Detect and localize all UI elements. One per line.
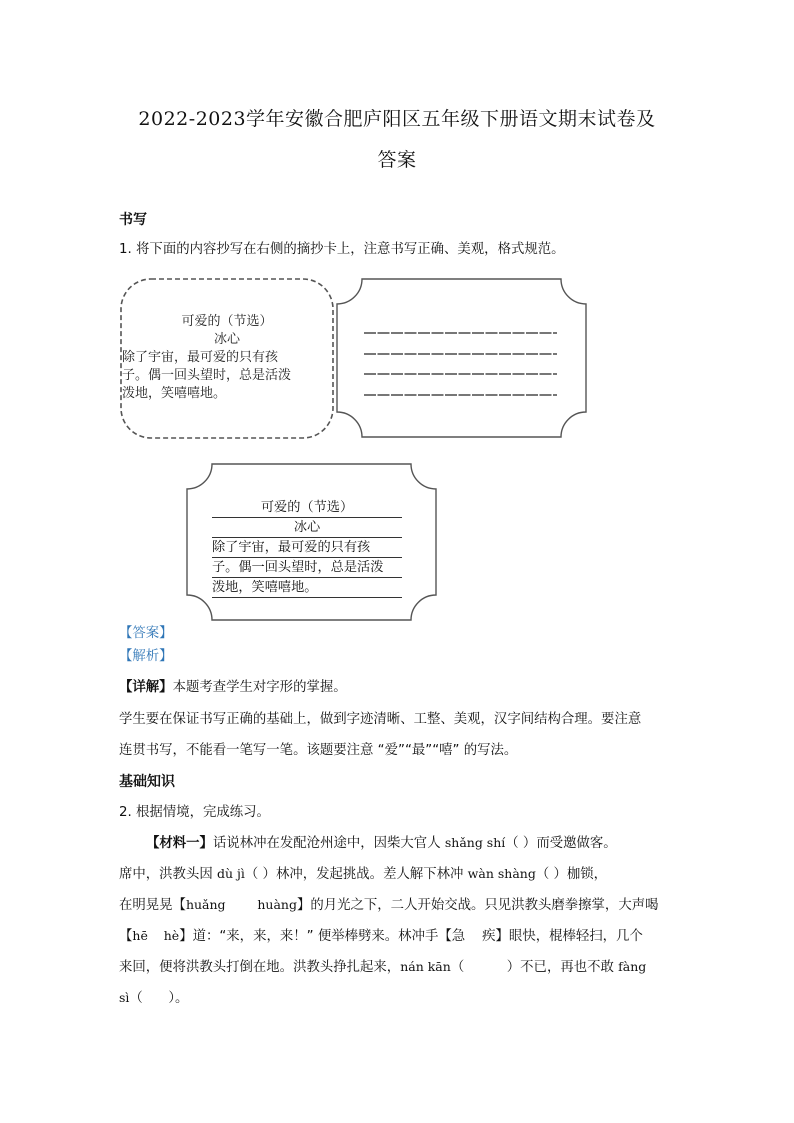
material-line-4 <box>119 925 643 944</box>
text-segment: （ ）。 <box>129 991 189 1006</box>
pinyin-wanshang: wàn shàng <box>467 866 536 881</box>
text-segment: 】的月光之下，二人开始交战。只见洪教头磨拳擦掌，大声喝 <box>296 898 659 913</box>
pinyin-fang: fàng <box>618 959 647 974</box>
detail-text: 本题考查学生对字形的掌握。 <box>172 680 347 695</box>
material-line-5 <box>119 956 646 975</box>
question-1-prompt: 1. 将下面的内容抄写在右侧的摘抄卡上，注意书写正确、美观，格式规范。 <box>119 242 565 257</box>
text-segment: 席中，洪教头因 <box>119 867 217 882</box>
pinyin-duji: dù jì <box>217 866 245 881</box>
source-excerpt-card <box>119 277 335 440</box>
analysis-label: 【解析】 <box>119 649 173 664</box>
section-heading-writing: 书写 <box>119 212 147 228</box>
answer-card-line-1: 除了宇宙，最可爱的只有孩 <box>212 539 402 558</box>
explanation-line-2: 连贯书写，不能看一笔写一笔。该题要注意 “爱”“最”“嘻” 的写法。 <box>119 743 518 758</box>
material-line-3 <box>119 894 659 913</box>
document-title-line2: 答案 <box>377 149 417 171</box>
pinyin-nankan: nán kān <box>400 959 451 974</box>
source-card-line-2: 子。偶一回头望时，总是活泼 <box>122 368 292 383</box>
pinyin-huanghuang: huǎng huàng <box>185 897 297 912</box>
section-heading-basics: 基础知识 <box>119 774 175 790</box>
detail-label: 【详解】 <box>119 680 173 695</box>
blank-excerpt-card <box>335 277 588 439</box>
text-segment: （ ）林冲，发起挑战。差人解下林冲 <box>244 867 468 882</box>
document-title-line1: 2022-2023学年安徽合肥庐阳区五年级下册语文期末试卷及 <box>138 108 656 130</box>
question-2-prompt: 2. 根据情境，完成练习。 <box>119 805 270 820</box>
source-card-title: 可爱的（节选） <box>181 314 273 329</box>
answer-card-title: 可爱的（节选） <box>212 499 402 518</box>
material-line-1 <box>146 832 617 851</box>
pinyin-si: sì <box>119 990 130 1005</box>
explanation-line-1: 学生要在保证书写正确的基础上，做到字迹清晰、工整、美观，汉字间结构合理。要注意 <box>119 712 642 727</box>
material-line-2 <box>119 863 607 882</box>
text-segment: 】道：“来，来，来！” 便举棒劈来。林冲手【急 疾】眼快，棍棒轻扫，几个 <box>179 929 643 944</box>
text-segment: 话说林冲在发配沧州途中，因柴大官人 <box>212 836 445 851</box>
source-card-line-3: 泼地，笑嘻嘻地。 <box>122 386 227 401</box>
answer-excerpt-card <box>185 462 438 622</box>
text-segment: （ ）枷锁， <box>535 867 608 882</box>
answer-card-author: 冰心 <box>212 519 402 538</box>
material-line-6 <box>119 987 188 1006</box>
source-card-author: 冰心 <box>213 332 240 347</box>
pinyin-shangshi: shǎng shí <box>444 835 506 850</box>
answer-card-line-2: 子。偶一回头望时，总是活泼 <box>212 559 402 578</box>
material-label: 【材料一】 <box>146 836 213 851</box>
text-segment: 【 <box>119 929 133 944</box>
answer-card-line-3: 泼地，笑嘻嘻地。 <box>212 579 402 598</box>
scalloped-card-border-icon <box>335 277 588 439</box>
text-segment: （ ）不已，再也不敢 <box>450 960 619 975</box>
text-segment: （ ）而受邀做客。 <box>505 836 617 851</box>
text-segment: 来回，便将洪教头打倒在地。洪教头挣扎起来， <box>119 960 401 975</box>
text-segment: 在明晃晃【 <box>119 898 186 913</box>
detail-line <box>119 676 347 695</box>
pinyin-hehe: hē hè <box>132 928 180 943</box>
source-card-line-1: 除了宇宙，最可爱的只有孩 <box>122 350 279 365</box>
answer-label: 【答案】 <box>119 626 173 641</box>
